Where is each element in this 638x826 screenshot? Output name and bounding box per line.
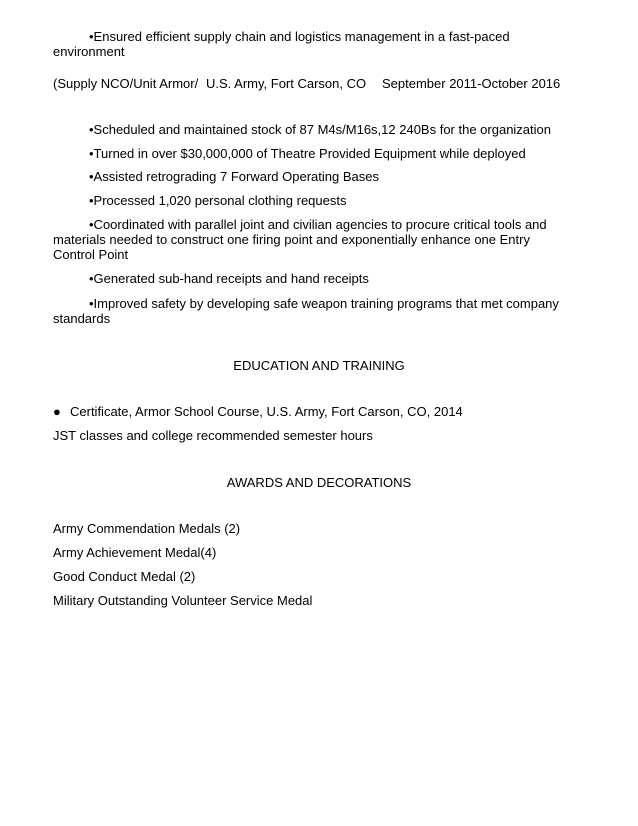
experience-bullet: •Improved safety by developing safe weapon training programs that met company standards [53,296,559,326]
job-header [0,76,638,92]
experience-bullet: •Turned in over $30,000,000 of Theatre Provided Equipment while deployed [89,146,526,161]
job-title: (Supply NCO/Unit Armor/ [53,76,199,91]
experience-bullet: •Generated sub-hand receipts and hand receipts [89,271,369,286]
experience-bullet: •Processed 1,020 personal clothing requests [89,193,347,208]
award-item: Army Commendation Medals (2) [53,521,241,536]
education-note: JST classes and college recommended semester hours [53,428,373,443]
awards-heading: AWARDS AND DECORATIONS [226,475,412,490]
education-heading: EDUCATION AND TRAINING [233,358,405,373]
bullet-symbol: ● [53,404,61,419]
award-item: Army Achievement Medal(4) [53,545,217,560]
education-certificate-row [53,404,463,419]
job-location: U.S. Army, Fort Carson, CO [206,76,367,91]
award-item: Good Conduct Medal (2) [53,569,196,584]
experience-bullet: •Assisted retrograding 7 Forward Operating Bases [89,169,379,184]
experience-bullet: •Coordinated with parallel joint and civilian agencies to procure critical tools and materials needed to construct one firing point and exponentially enhance one Entry Control Point [53,217,547,262]
education-certificate: Certificate, Armor School Course, U.S. Army, Fort Carson, CO, 2014 [70,404,463,419]
experience-bullet: •Ensured efficient supply chain and logistics management in a fast-paced environment [53,29,510,59]
experience-bullet: •Scheduled and maintained stock of 87 M4s/M16s,12 240Bs for the organization [89,122,552,137]
job-dates: September 2011-October 2016 [382,76,561,91]
award-item: Military Outstanding Volunteer Service Medal [53,593,313,608]
